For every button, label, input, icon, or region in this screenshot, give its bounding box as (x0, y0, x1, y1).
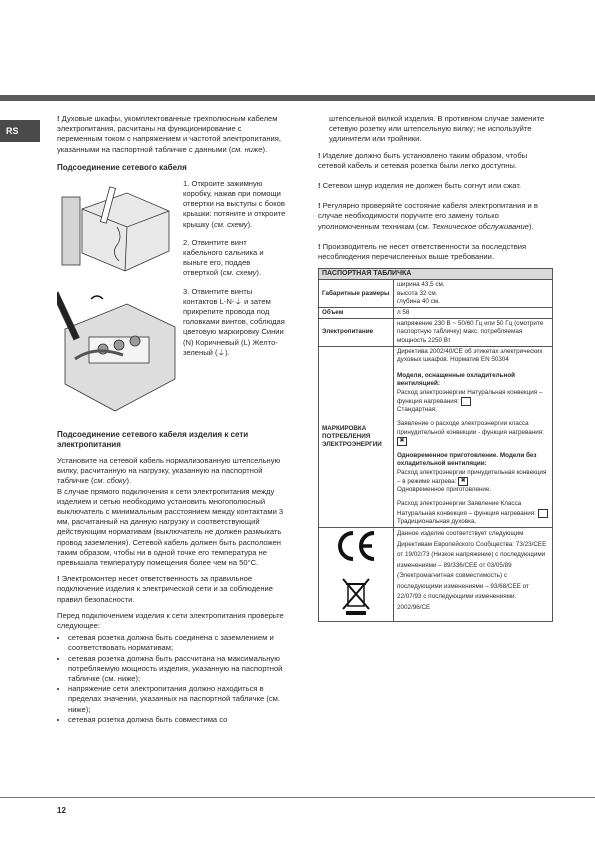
language-tab: RS (0, 120, 40, 142)
table-header: ПАСПОРТНАЯ ТАБЛИЧКА (319, 269, 553, 280)
forced-convection-icon: ✖ (397, 437, 407, 446)
natural-convection-icon (461, 397, 471, 406)
paragraph-plug: Установите на сетевой кабель нормализованную штепсельную вилку, расчитанную на нагрузку, указанную на паспортной табличке (см. сбоку). В случае прямого подключения к сети электропитания между изделием и сетью необходимо установить многополюсный выключатель с минимальным расстоянием между контактами 3 мм, расчитанный на данную нагрузку и соответствующий действующим нормативам (выключатель не должен размыкать провод заземления). Сетевой кабель должен быть расположен таким образом, чтобы ни в одной точке его температура не превышала температуру помещения более чем на 50°С. (57, 456, 284, 568)
wiring-illustrations (57, 179, 177, 422)
list-item: • сетевая розетка должна быть совместима со (68, 715, 287, 725)
page-number: 12 (57, 806, 66, 815)
section-title-mains: Подсоединение сетевого кабеля изделия к сети электропитания (57, 430, 249, 450)
step-2: 2. Отвинтите винт кабельного сальника и выньте его, поддев отверткой (см. схему). (183, 237, 264, 278)
forced-convection-icon: ✖ (458, 477, 468, 486)
section-title-cable: Подсоединение сетевого кабеля (57, 162, 187, 172)
natural-convection-icon (538, 509, 548, 518)
warning-cable-bent: ! Сетевои шнур изделия не должен быть согнут или сжат. (318, 181, 522, 191)
table-row: Электропитание напряжение 230 В ~ 50/60 Гц или 50 Гц (смотрите паспортную табличку) макс. потребляемая мощность 2250 Вт (319, 319, 553, 347)
intro-paragraph: ! Духовые шкафы, укомплектованные трехполюсным кабелем электропитания, расчитаны на функционирование с переменным током с напряжением и частотой электропитания, указанными на паспортной табличке с данными (см. ниже). (57, 114, 282, 154)
paragraph-continued: штепсельной вилкой изделия. В противном случае замените сетевую розетку или штепсельную вилку; не используйте удлинители или тройники. (329, 114, 545, 144)
table-row: Габаритные размеры ширина 43,5 см. высота 32 см. глубина 40 см. (319, 280, 553, 308)
step-1: 1. Откроите зажимную коробку, нажав при помощи отвертки на выступы с боков крышки: потяните и откроите крышку (см. схему). (183, 178, 286, 229)
list-item: • сетевая розетка должна быть рассчитана на максимальную потребляемую мощность изделия, указанную на паспортной табличке (см. ниже); (68, 654, 287, 685)
step-3: 3. Отвинтите винты контактов L-N-⏚ и затем прикрепите провода под головками винтов, соблюдая цветовую маркировку Синии (N) Коричневый (L) Желто-зеленый (⏚). (183, 286, 285, 357)
steps-list (183, 179, 287, 422)
header-bar (0, 95, 595, 101)
warning-manufacturer: ! Производитель не несет ответственности за последствия несоблюдения перечисленных выше требовании. (318, 241, 527, 262)
table-row: МАРКИРОВКА ПОТРЕБЛЕНИЯ ЭЛЕКТРОЭНЕРГИИ Директива 2002/40/CE об этикетах электрических духовых шкафов. Норматив EN 50304 Модели, оснащенные охладительной вентиляцией: Расход электроэнергии Натуральная конвекция – функция нагревания: Стандартная; Заявление о расходе электроэнергии класса принудительной конвекции - функция нагревания: ✖ Одновременное приготовление. Модели без охладительной вентиляции: Расход электроэнергии принудительная конвекция – в режиме нагрева: ✖ Одновременное приготовление. Расход электроэнергии Заявление Класса Натуральная конвекция – функция нагревания: Традициональная духовка. (319, 346, 553, 527)
list-item: • напряжение сети электропитания должно находиться в пределах значении, указанных на паспортной табличке (см. ниже); (68, 684, 287, 715)
left-column (57, 114, 287, 725)
ce-mark-icon (334, 529, 378, 563)
warning-check-cable: ! Регулярно проверяйте состояние кабеля электропитания и в случае необходимости поручите его замену только уполномоченным техникам (см. Техническое обслуживание). (318, 201, 538, 231)
table-row: Данное изделие соответствует следующим Директивам Европейского Сообщества: 73/23/CEE от 19/02/73 (Низкое напряжение) с последующими изменениями – 89/336/CEE от 03/05/89 (Электромагнитная совместимость) с последующими изменениями – 93/68/CEE от 22/07/93 с последующими изменениями. 2002/96/CE (319, 528, 553, 621)
warning-electrician: ! Электромонтер несет ответственность за правильное подключение изделия к электрической сети и за соблюдение правил безопасности. (57, 574, 274, 604)
list-item: • сетевая розетка должна быть соединена с заземлением и соответствовать нормативам; (68, 633, 287, 653)
footer-rule (0, 797, 595, 798)
table-row: Объем л 58 (319, 308, 553, 319)
terminal-box-illustration (57, 179, 177, 419)
rating-plate-table (318, 268, 553, 621)
right-column (318, 114, 553, 622)
checklist (57, 633, 287, 725)
weee-bin-icon (341, 576, 371, 616)
paragraph-check: Перед подключением изделия к сети электропитания проверьте следующее: (57, 610, 284, 631)
warning-accessible: ! Изделие должно быть установлено таким образом, чтобы сетевой кабель и сетевая розетка были легко доступны. (318, 150, 528, 170)
